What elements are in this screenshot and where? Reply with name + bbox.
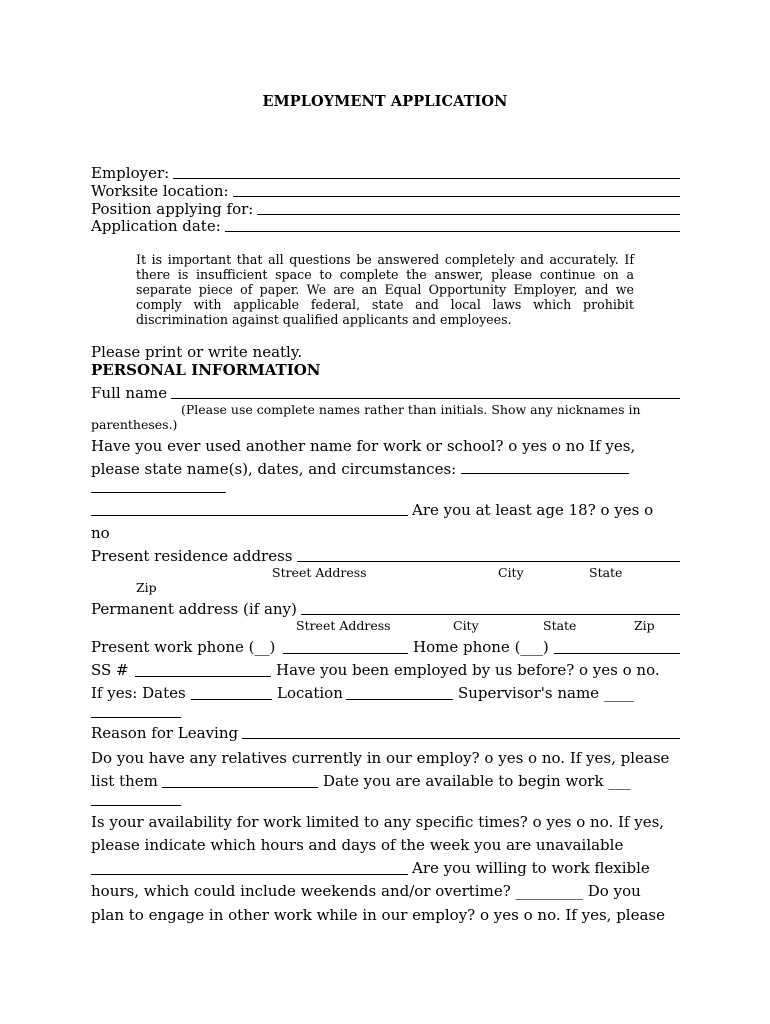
other-name-question: Have you ever used another name for work or school? o yes o no If yes,: [91, 437, 636, 455]
present-zip-caption: Zip: [136, 580, 157, 595]
reason-line[interactable]: [242, 724, 680, 739]
employer-field[interactable]: [91, 164, 680, 182]
page-title: EMPLOYMENT APPLICATION: [262, 93, 508, 110]
position-line[interactable]: [257, 200, 680, 215]
home-phone-line[interactable]: [554, 653, 680, 654]
present-address-field[interactable]: [91, 547, 680, 565]
section-title: PERSONAL INFORMATION: [91, 361, 321, 379]
eeo-notice: It is important that all questions be answered completely and accurately. If there is insufficient space to complete the answer, please continue on a separate piece of paper. We are an Equal Opportunity Employer, and we comply with applicable federal, state and local laws which prohibit discrimination against qualified applicants and employees.: [136, 252, 634, 327]
other-name-label: please state name(s), dates, and circumstances:: [91, 460, 457, 478]
application-date-label: Application date:: [91, 217, 221, 235]
ss-label: SS #: [91, 661, 129, 679]
availability-unavailable-label: please indicate which hours and days of the week you are unavailable: [91, 836, 624, 854]
other-name-question-cont: [91, 459, 629, 479]
other-work-question: plan to engage in other work while in our employ? o yes o no. If yes, please: [91, 906, 665, 924]
permanent-state-caption: State: [543, 618, 577, 633]
permanent-zip-caption: Zip: [634, 618, 655, 633]
print-note: Please print or write neatly.: [91, 343, 303, 361]
prior-location-line[interactable]: [346, 699, 453, 700]
other-name-line-cont[interactable]: [91, 492, 226, 493]
full-name-line[interactable]: [171, 384, 680, 399]
other-name-line-cont2[interactable]: [91, 515, 408, 516]
prior-dates-label: If yes: Dates: [91, 684, 186, 702]
permanent-street-caption: Street Address: [296, 618, 391, 633]
employed-before-question: Have you been employed by us before? o yes o no.: [276, 661, 660, 679]
age-question: Are you at least age 18? o yes o: [412, 501, 654, 519]
permanent-address-line[interactable]: [301, 600, 680, 615]
prior-supervisor-label: Supervisor's name ____: [458, 684, 634, 702]
permanent-city-caption: City: [453, 618, 479, 633]
flexible-question: Are you willing to work flexible: [412, 859, 650, 877]
application-date-field[interactable]: [91, 217, 680, 235]
relatives-list-label: list them: [91, 772, 158, 790]
full-name-hint: (Please use complete names rather than initials. Show any nicknames in: [181, 402, 641, 417]
start-date-line[interactable]: [91, 805, 181, 806]
position-field[interactable]: [91, 200, 680, 218]
present-address-line[interactable]: [297, 547, 681, 562]
full-name-field[interactable]: [91, 384, 680, 402]
age-question-no: no: [91, 524, 110, 542]
permanent-address-label: Permanent address (if any): [91, 600, 297, 618]
position-label: Position applying for:: [91, 200, 254, 218]
present-state-caption: State: [589, 565, 623, 580]
relatives-question: Do you have any relatives currently in our employ? o yes o no. If yes, please: [91, 749, 670, 767]
worksite-line[interactable]: [233, 182, 680, 197]
availability-question: Is your availability for work limited to any specific times? o yes o no. If yes,: [91, 813, 665, 831]
full-name-label: Full name: [91, 384, 168, 402]
work-phone-label: Present work phone (__): [91, 638, 276, 656]
home-phone-label: Home phone (___): [413, 638, 549, 656]
relatives-list-line[interactable]: [162, 787, 318, 788]
application-date-line[interactable]: [225, 217, 680, 232]
prior-dates-line[interactable]: [191, 699, 272, 700]
employer-line[interactable]: [173, 164, 680, 179]
present-city-caption: City: [498, 565, 524, 580]
availability-unavailable-line[interactable]: [91, 874, 408, 875]
ss-line[interactable]: [135, 676, 271, 677]
work-phone-line[interactable]: [283, 653, 408, 654]
employer-label: Employer:: [91, 164, 170, 182]
full-name-hint-cont: parentheses.): [91, 417, 178, 432]
prior-location-label: Location: [277, 684, 343, 702]
start-date-label: Date you are available to begin work ___: [323, 772, 631, 790]
prior-supervisor-line[interactable]: [91, 717, 181, 718]
worksite-field[interactable]: [91, 182, 680, 200]
worksite-label: Worksite location:: [91, 182, 229, 200]
flexible-question-cont: hours, which could include weekends and/or overtime? _________ Do you: [91, 882, 641, 900]
reason-field[interactable]: [91, 724, 680, 742]
present-address-label: Present residence address: [91, 547, 293, 565]
other-name-line[interactable]: [461, 459, 629, 474]
present-street-caption: Street Address: [272, 565, 367, 580]
permanent-address-field[interactable]: [91, 600, 680, 618]
reason-label: Reason for Leaving: [91, 724, 239, 742]
